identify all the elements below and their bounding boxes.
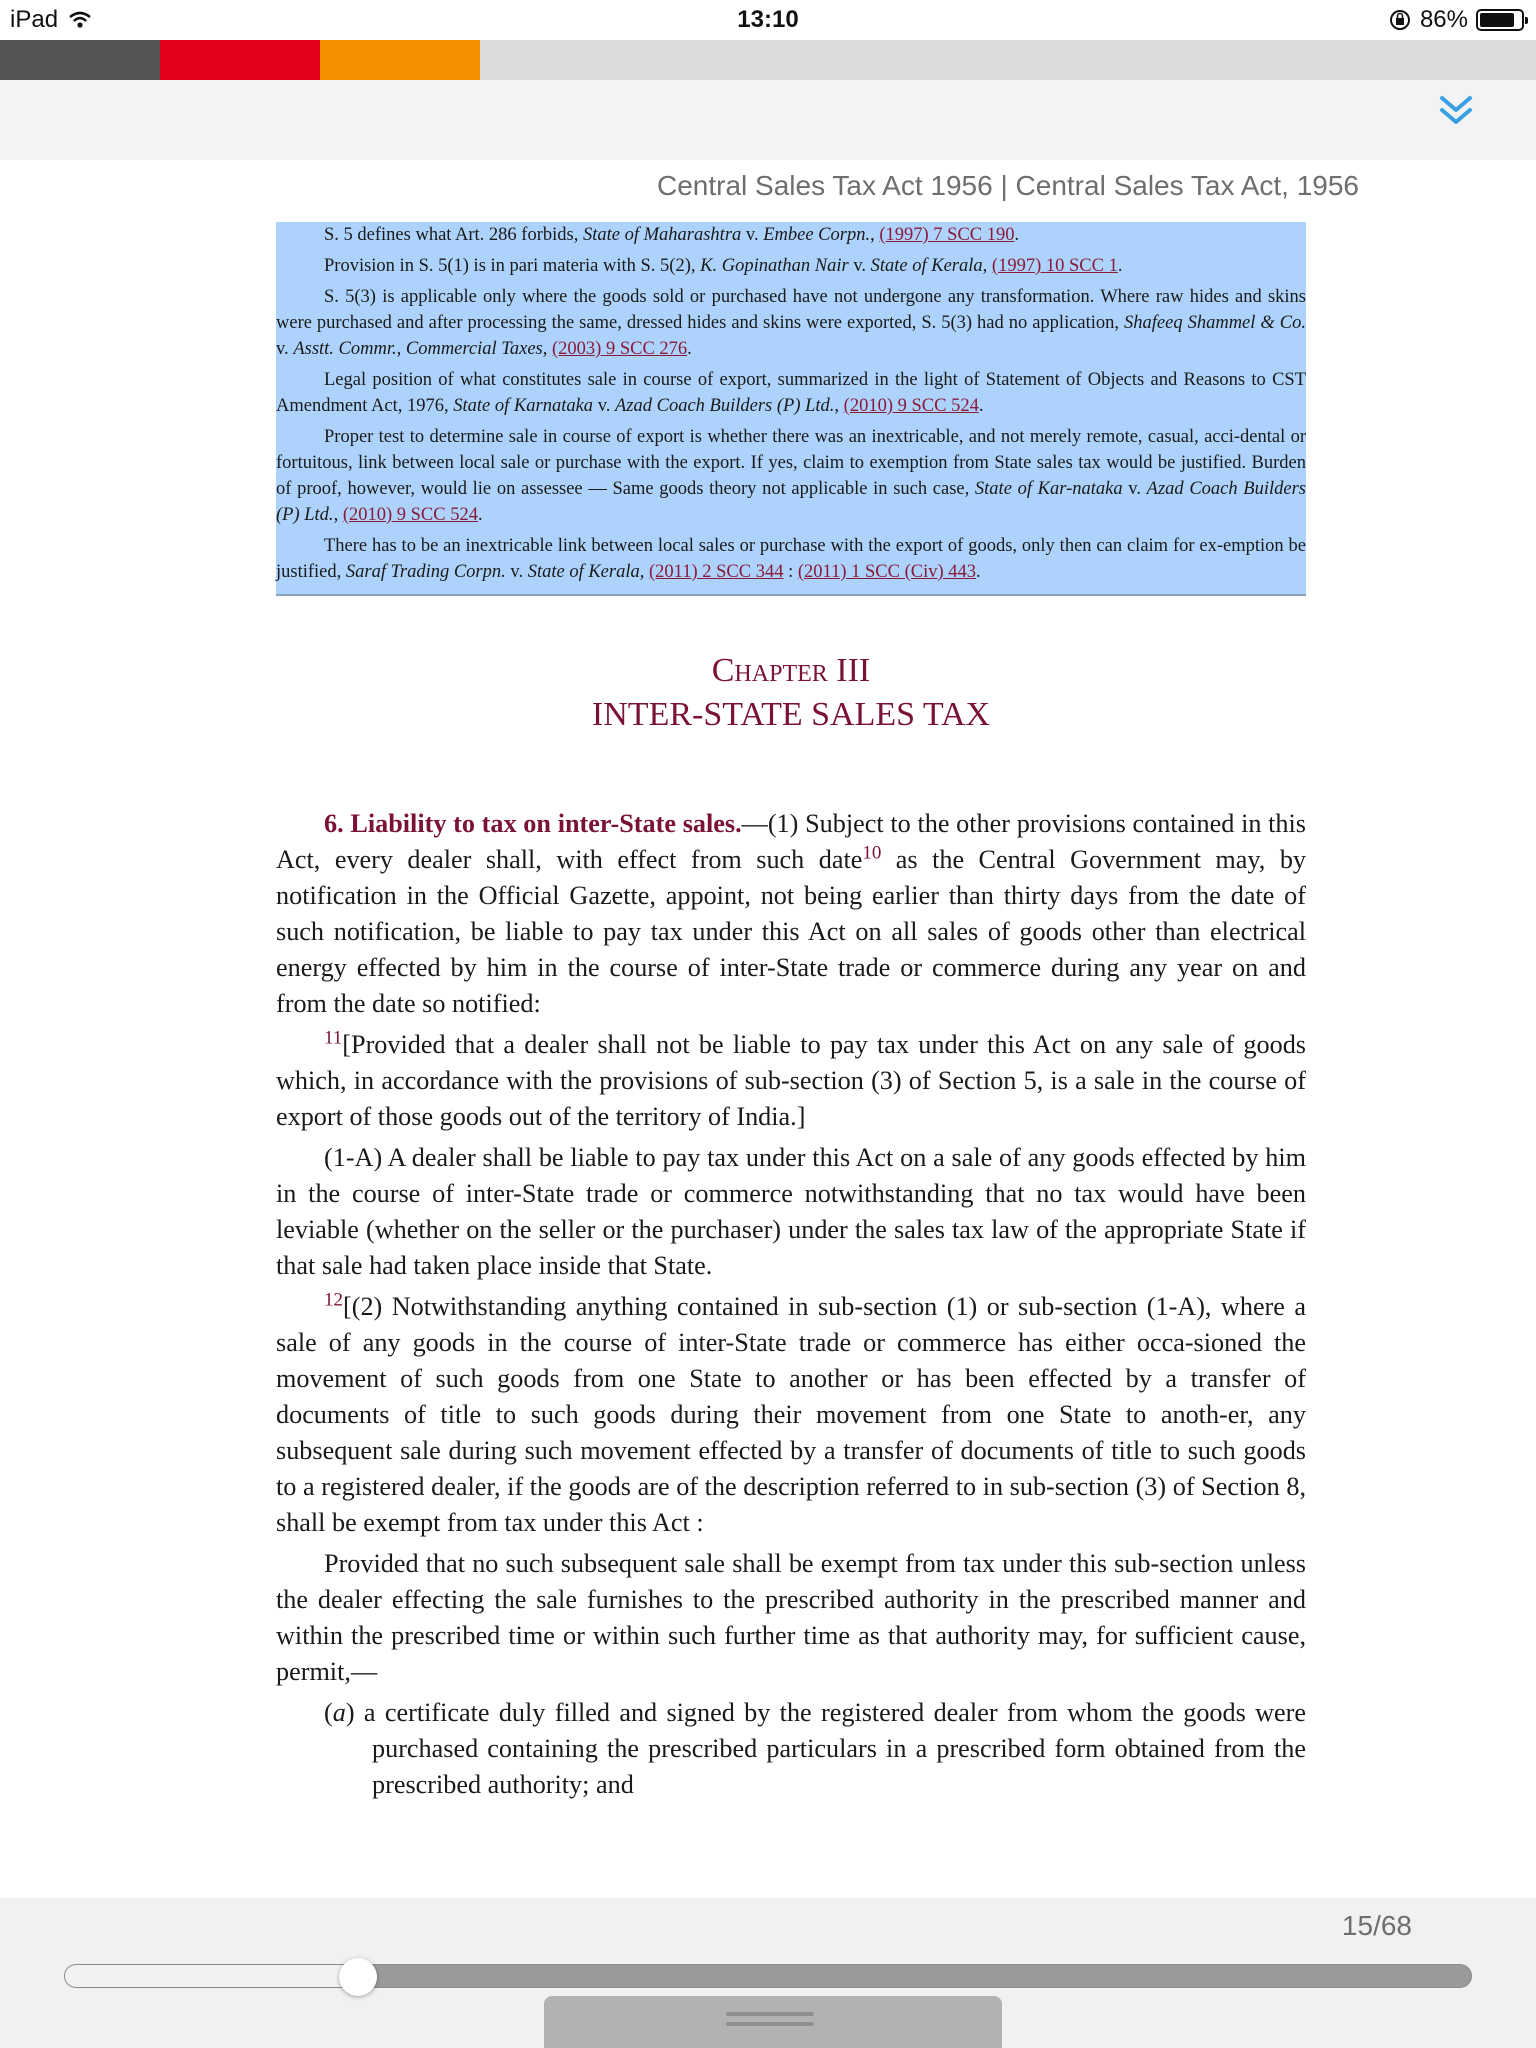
versus: v. — [276, 339, 294, 359]
grip-line — [726, 2022, 814, 2026]
battery-percent: 86% — [1419, 6, 1468, 33]
note-text: S. 5(3) is applicable only where the goods sold or purchased have not undergone any transformation. Where raw hides and skins were purchased and after processing the same, dressed hides and skins were exported, S. 5(3) had no application, — [276, 287, 1306, 333]
separator: , — [333, 505, 343, 525]
note-text: Provision in S. 5(1) is in pari materia with S. 5(2), — [324, 256, 701, 276]
separator: , — [870, 225, 880, 245]
section-6-proviso — [276, 1027, 1306, 1135]
citation-link[interactable]: (1997) 7 SCC 190 — [879, 225, 1015, 245]
case-party: Azad Coach Builders (P) Ltd. — [276, 479, 1306, 525]
punctuation: . — [687, 339, 692, 359]
chapter-title: INTER-STATE SALES TAX — [591, 696, 991, 733]
bottom-bar — [0, 1898, 1536, 2048]
chapter-progress-strip — [0, 40, 1536, 80]
section-body — [276, 806, 1306, 1808]
footnote-ref-12[interactable]: 12 — [324, 1289, 343, 1311]
clause-text: a certificate duly filled and signed by the registered dealer from whom the goods were purchased containing the prescribed particulars in a prescribed form obtained from the prescribed authority; and — [354, 1698, 1306, 1799]
note-text: Proper test to determine sale in course of export is whether there was an inextricable, and not merely remote, casual, acci-dental or fortuitous, link between local sale or purchase with the export. If yes, claim to exemption from State sales tax would be justified. Burden of proof, however, would lie on assessee — Same goods theory not applicable in such case, — [276, 427, 1306, 499]
case-party: State of Karnataka — [453, 396, 594, 416]
battery-icon — [1476, 9, 1524, 31]
citation-link[interactable]: (2011) 1 SCC (Civ) 443 — [797, 562, 977, 582]
footnote-ref-11[interactable]: 11 — [324, 1027, 343, 1049]
para-text: [Provided that a dealer shall not be liable to pay tax under this Act on any sale of goods which, in accordance with the provisions of sub-section (3) of Section 5, is a sale in the course of export of those goods out of the territory of India.] — [276, 1030, 1306, 1131]
punctuation: . — [978, 396, 984, 416]
punctuation: . — [1117, 256, 1123, 276]
citation-link[interactable]: (2003) 9 SCC 276 — [552, 339, 688, 359]
grip-line — [726, 2012, 814, 2016]
punctuation: . — [1014, 225, 1020, 245]
separator: , — [542, 339, 552, 359]
citation-link[interactable]: (2010) 9 SCC 524 — [342, 505, 478, 525]
case-note — [276, 367, 1306, 419]
case-party: Asstt. Commr., Commercial Taxes — [293, 339, 543, 359]
punctuation: . — [976, 562, 981, 582]
chapter-label: Chapter III — [711, 652, 871, 689]
versus: v. — [848, 256, 871, 276]
case-party: State of Kerala — [870, 256, 983, 276]
case-party: K. Gopinathan Nair — [700, 256, 849, 276]
versus: v. — [1122, 479, 1147, 499]
case-note — [276, 424, 1306, 528]
separator: , — [834, 396, 844, 416]
case-party: State of Maharashtra — [582, 225, 742, 245]
clause-a: (a) a certificate duly filled and signed by the registered dealer from whom the goods were purchased containing the prescribed particulars in a prescribed form obtained from the prescribed authority; and — [324, 1698, 1306, 1799]
device-name: iPad — [10, 6, 59, 33]
case-note — [276, 222, 1306, 248]
note-text: There has to be an inextricable link between local sales or purchase with the export of goods, only then can claim for ex-emption be justified, — [276, 536, 1306, 582]
punctuation: . — [477, 505, 483, 525]
separator: , — [639, 562, 649, 582]
page-slider-thumb[interactable] — [339, 1958, 377, 1996]
case-party: State of Kar-nataka — [974, 479, 1123, 499]
case-note — [276, 533, 1306, 585]
para-text: [(2) Notwithstanding anything contained in sub-section (1) or sub-section (1-A), where a sale of any goods in the course of inter-State trade or commerce has either occa-sioned the movement of such goods from one State to another or has been effected by a transfer of documents of title to such goods during their movement from one State to anoth-er, any subsequent sale during such movement effected by a transfer of documents of title to such goods to a registered dealer, if the goods are of the description referred to in sub-section (3) of Section 8, shall be exempt from tax under this Act : — [276, 1292, 1306, 1537]
note-text: S. 5 defines what Art. 286 forbids, — [324, 225, 583, 245]
citation-link[interactable]: (2010) 9 SCC 524 — [843, 396, 979, 416]
case-note — [276, 253, 1306, 279]
para-text: —(1) Subject to the other provisions contained in this Act, every dealer shall, with effect from such date — [276, 809, 1306, 874]
separator: : — [783, 562, 798, 582]
orientation-lock-icon — [1388, 8, 1412, 32]
case-party: Embee Corpn. — [763, 225, 871, 245]
progress-segment-2 — [160, 40, 320, 80]
clock: 13:10 — [737, 6, 799, 33]
toolbar — [0, 80, 1536, 160]
page-slider-fill — [65, 1965, 359, 1987]
case-party: State of Kerala — [527, 562, 640, 582]
para-text: as the Central Government may, by notification in the Official Gazette, appoint, not being earlier than thirty days from the date of such notification, be liable to pay tax under this Act on all sales of goods other than electrical energy effected by him in the course of inter-State trade or commerce during any year on and from the date so notified: — [276, 845, 1307, 1018]
page-slider[interactable] — [64, 1964, 1472, 1988]
citation-link[interactable]: (1997) 10 SCC 1 — [991, 256, 1118, 276]
section-6-subsection-1a: (1-A) A dealer shall be liable to pay tax under this Act on a sale of any goods effected by him in the course of inter-State trade or commerce notwithstanding that no tax would have been leviable (whether on the seller or the purchaser) under the sales tax law of the appropriate State if that sale had taken place inside that State. — [276, 1143, 1306, 1280]
progress-segment-1 — [0, 40, 160, 80]
note-text: Legal position of what constitutes sale in course of export, summarized in the light of Statement of Objects and Reasons to CST Amendment Act, 1976, — [276, 370, 1306, 416]
section-6-proviso-2: Provided that no such subsequent sale shall be exempt from tax under this sub-section unless the dealer effecting the sale furnishes to the prescribed authority in the prescribed manner and within the prescribed time or within such further time as that authority may, for sufficient cause, permit,— — [276, 1549, 1306, 1686]
versus: v. — [505, 562, 528, 582]
section-6-subsection-2 — [276, 1289, 1306, 1541]
running-header: Central Sales Tax Act 1956 | Central Sales Tax Act, 1956 — [657, 170, 1359, 201]
case-notes-highlight — [276, 222, 1306, 596]
progress-segment-3 — [320, 40, 480, 80]
section-6-para-1 — [276, 806, 1306, 1022]
section-heading: 6. Liability to tax on inter-State sales. — [324, 809, 742, 838]
case-party: Saraf Trading Corpn. — [345, 562, 506, 582]
case-note — [276, 284, 1306, 362]
footnote-ref-10[interactable]: 10 — [862, 842, 882, 864]
page-indicator: 15/68 — [1341, 1910, 1412, 1941]
chevron-double-down-icon[interactable] — [1436, 90, 1476, 130]
versus: v. — [741, 225, 764, 245]
status-bar — [0, 0, 1536, 40]
versus: v. — [593, 396, 615, 416]
drawer-handle[interactable] — [544, 1996, 1002, 2048]
clause-label: a — [332, 1698, 346, 1727]
status-right — [1388, 6, 1524, 34]
case-party: Shafeeq Shammel & Co. — [1124, 313, 1306, 333]
separator: , — [982, 256, 992, 276]
battery-fill — [1480, 13, 1514, 27]
case-party: Azad Coach Builders (P) Ltd. — [615, 396, 835, 416]
citation-link[interactable]: (2011) 2 SCC 344 — [648, 562, 784, 582]
